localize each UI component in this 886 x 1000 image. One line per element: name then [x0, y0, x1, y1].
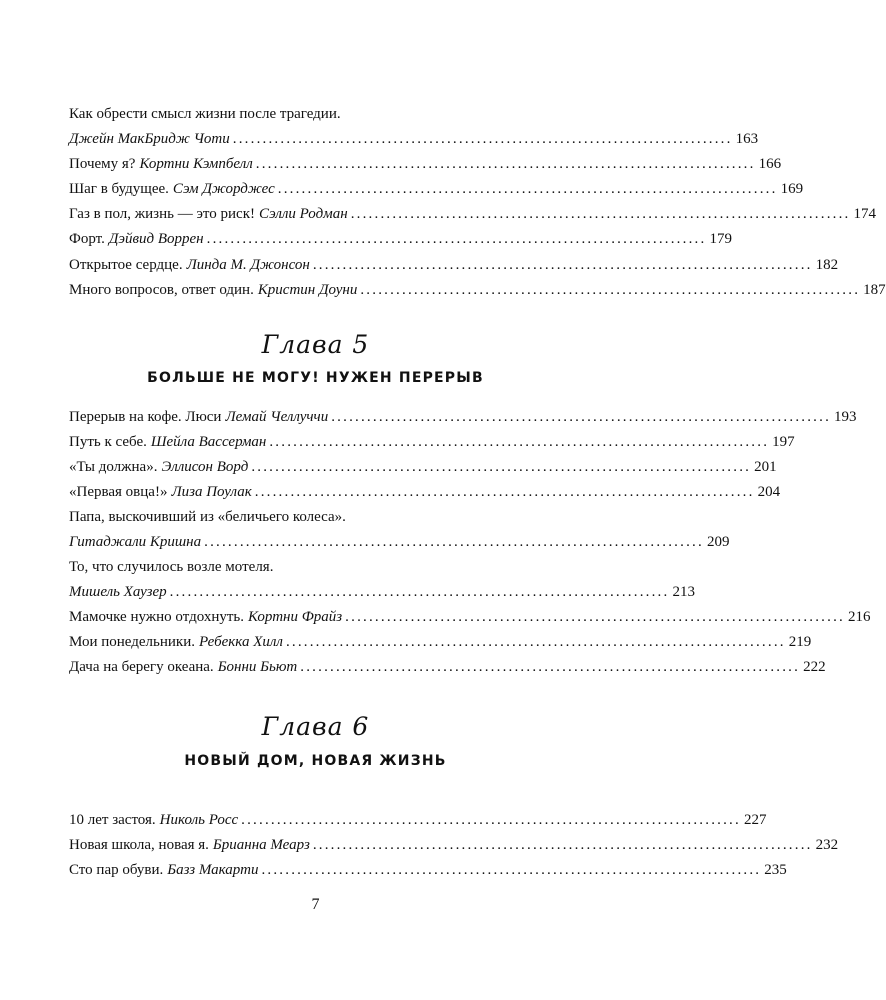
toc-entry: [69, 808, 767, 832]
toc-entry-page: 163: [735, 131, 759, 147]
toc-entry-page: 216: [847, 609, 871, 625]
toc-entry-page: 209: [706, 534, 730, 550]
toc-entry-page: 201: [754, 459, 777, 475]
toc-entry-page: 182: [815, 257, 839, 273]
toc-entry: [69, 655, 826, 679]
toc-entry: [69, 177, 804, 201]
chapter-heading: Глава 6: [261, 712, 370, 741]
toc-entry-author: Николь Росс: [159, 812, 239, 828]
toc-entry-author: Сэм Джорджес: [172, 181, 275, 197]
toc-entry-author: Эллисон Ворд: [161, 459, 249, 475]
toc-entry-author: Гитаджали Кришна: [69, 534, 202, 550]
toc-entry-author: Линда М. Джонсон: [186, 257, 310, 273]
toc-entry: [69, 833, 839, 857]
toc-leader-dots: ....................................................................................: [277, 181, 778, 197]
toc-text-line: Как обрести смысл жизни после трагедии.: [69, 106, 341, 122]
toc-entry: [69, 127, 759, 151]
chapter-heading: Глава 5: [261, 330, 370, 359]
toc-entry-title: Новая школа, новая я.: [69, 837, 209, 853]
toc-leader-dots: ....................................................................................: [350, 206, 851, 222]
toc-text-line: Папа, выскочивший из «беличьего колеса».: [69, 509, 346, 525]
toc-entry-page: 193: [834, 409, 857, 425]
toc-leader-dots: ....................................................................................: [285, 634, 786, 650]
toc-entry-title: «Первая овца!»: [69, 484, 168, 500]
toc-leader-dots: ....................................................................................: [255, 156, 756, 172]
toc-entry: [69, 605, 871, 629]
toc-entry-author: Кортни Кэмпбелл: [139, 156, 253, 172]
toc-leader-dots: ....................................................................................: [169, 584, 670, 600]
toc-entry: [69, 278, 886, 302]
toc-entry-author: Базз Макарти: [167, 862, 259, 878]
toc-entry-title: Перерыв на кофе. Люси: [69, 409, 222, 425]
toc-entry-author: Брианна Меарз: [212, 837, 310, 853]
toc-entry-page: 227: [743, 812, 767, 828]
toc-leader-dots: ....................................................................................: [206, 231, 707, 247]
toc-entry-page: 187: [863, 282, 886, 298]
toc-entry-title: Форт.: [69, 231, 105, 247]
toc-entry: [69, 630, 812, 654]
toc-entry-title: Газ в пол, жизнь — это риск!: [69, 206, 255, 222]
toc-entry: [69, 430, 795, 454]
toc-leader-dots: ....................................................................................: [261, 862, 762, 878]
toc-entry-page: 204: [757, 484, 781, 500]
toc-entry: [69, 227, 732, 251]
toc-entry: [69, 480, 781, 504]
toc-entry: [69, 152, 782, 176]
toc-entry-author: Кристин Доуни: [257, 282, 358, 298]
chapter-subtitle: БОЛЬШЕ НЕ МОГУ! НУЖЕН ПЕРЕРЫВ: [147, 370, 484, 386]
toc-entry-page: 213: [672, 584, 695, 600]
toc-entry-page: 169: [780, 181, 804, 197]
toc-leader-dots: ....................................................................................: [300, 659, 801, 675]
toc-entry-author: Лемай Челлуччи: [225, 409, 329, 425]
toc-entry-author: Джейн МакБридж Чоти: [69, 131, 230, 147]
toc-leader-dots: ....................................................................................: [241, 812, 741, 828]
toc-entry: [69, 580, 695, 604]
toc-entry: [69, 202, 877, 226]
toc-entry-title: Почему я?: [69, 156, 136, 172]
toc-entry-title: Сто пар обуви.: [69, 862, 164, 878]
toc-entry-title: «Ты должна».: [69, 459, 158, 475]
toc-entry-title: 10 лет застоя.: [69, 812, 156, 828]
toc-leader-dots: ....................................................................................: [360, 282, 861, 298]
toc-text-line: То, что случилось возле мотеля.: [69, 559, 274, 575]
toc-entry-page: 174: [853, 206, 877, 222]
toc-entry-page: 232: [815, 837, 839, 853]
toc-entry-author: Мишель Хаузер: [69, 584, 167, 600]
toc-entry-title: Путь к себе.: [69, 434, 147, 450]
toc-entry-author: Бонни Бьют: [217, 659, 298, 675]
toc-entry-author: Сэлли Родман: [258, 206, 348, 222]
toc-entry: [69, 858, 787, 882]
toc-entry: [69, 530, 730, 554]
toc-entry-author: Ребекка Хилл: [199, 634, 283, 650]
toc-leader-dots: ....................................................................................: [312, 837, 813, 853]
toc-entry-page: 166: [758, 156, 782, 172]
toc-entry-author: Лиза Поулак: [171, 484, 252, 500]
toc-leader-dots: ....................................................................................: [269, 434, 770, 450]
toc-entry-title: Мои понедельники.: [69, 634, 195, 650]
toc-entry-page: 219: [788, 634, 812, 650]
toc-leader-dots: ....................................................................................: [254, 484, 755, 500]
toc-entry-title: Дача на берегу океана.: [69, 659, 214, 675]
toc-entry: [69, 455, 777, 479]
toc-entry: [69, 253, 839, 277]
toc-leader-dots: ....................................................................................: [345, 609, 845, 625]
toc-entry-page: 235: [764, 862, 787, 878]
toc-entry-title: Шаг в будущее.: [69, 181, 169, 197]
toc-entry-author: Шейла Вассерман: [150, 434, 267, 450]
toc-entry-author: Дэйвид Воррен: [108, 231, 204, 247]
chapter-subtitle: НОВЫЙ ДОМ, НОВАЯ ЖИЗНЬ: [184, 753, 447, 769]
toc-entry-author: Кортни Фрайз: [248, 609, 343, 625]
toc-leader-dots: ....................................................................................: [251, 459, 752, 475]
toc-entry-page: 222: [803, 659, 826, 675]
toc-entry-page: 197: [772, 434, 795, 450]
toc-entry-title: Открытое сердце.: [69, 257, 183, 273]
toc-entry-title: Мамочке нужно отдохнуть.: [69, 609, 245, 625]
toc-leader-dots: ....................................................................................: [331, 409, 832, 425]
toc-entry-page: 179: [709, 231, 732, 247]
toc-leader-dots: ....................................................................................: [232, 131, 733, 147]
toc-leader-dots: ....................................................................................: [204, 534, 704, 550]
toc-leader-dots: ....................................................................................: [312, 257, 813, 273]
toc-entry: [69, 405, 857, 429]
page-number: 7: [311, 896, 320, 913]
toc-entry-title: Много вопросов, ответ один.: [69, 282, 254, 298]
